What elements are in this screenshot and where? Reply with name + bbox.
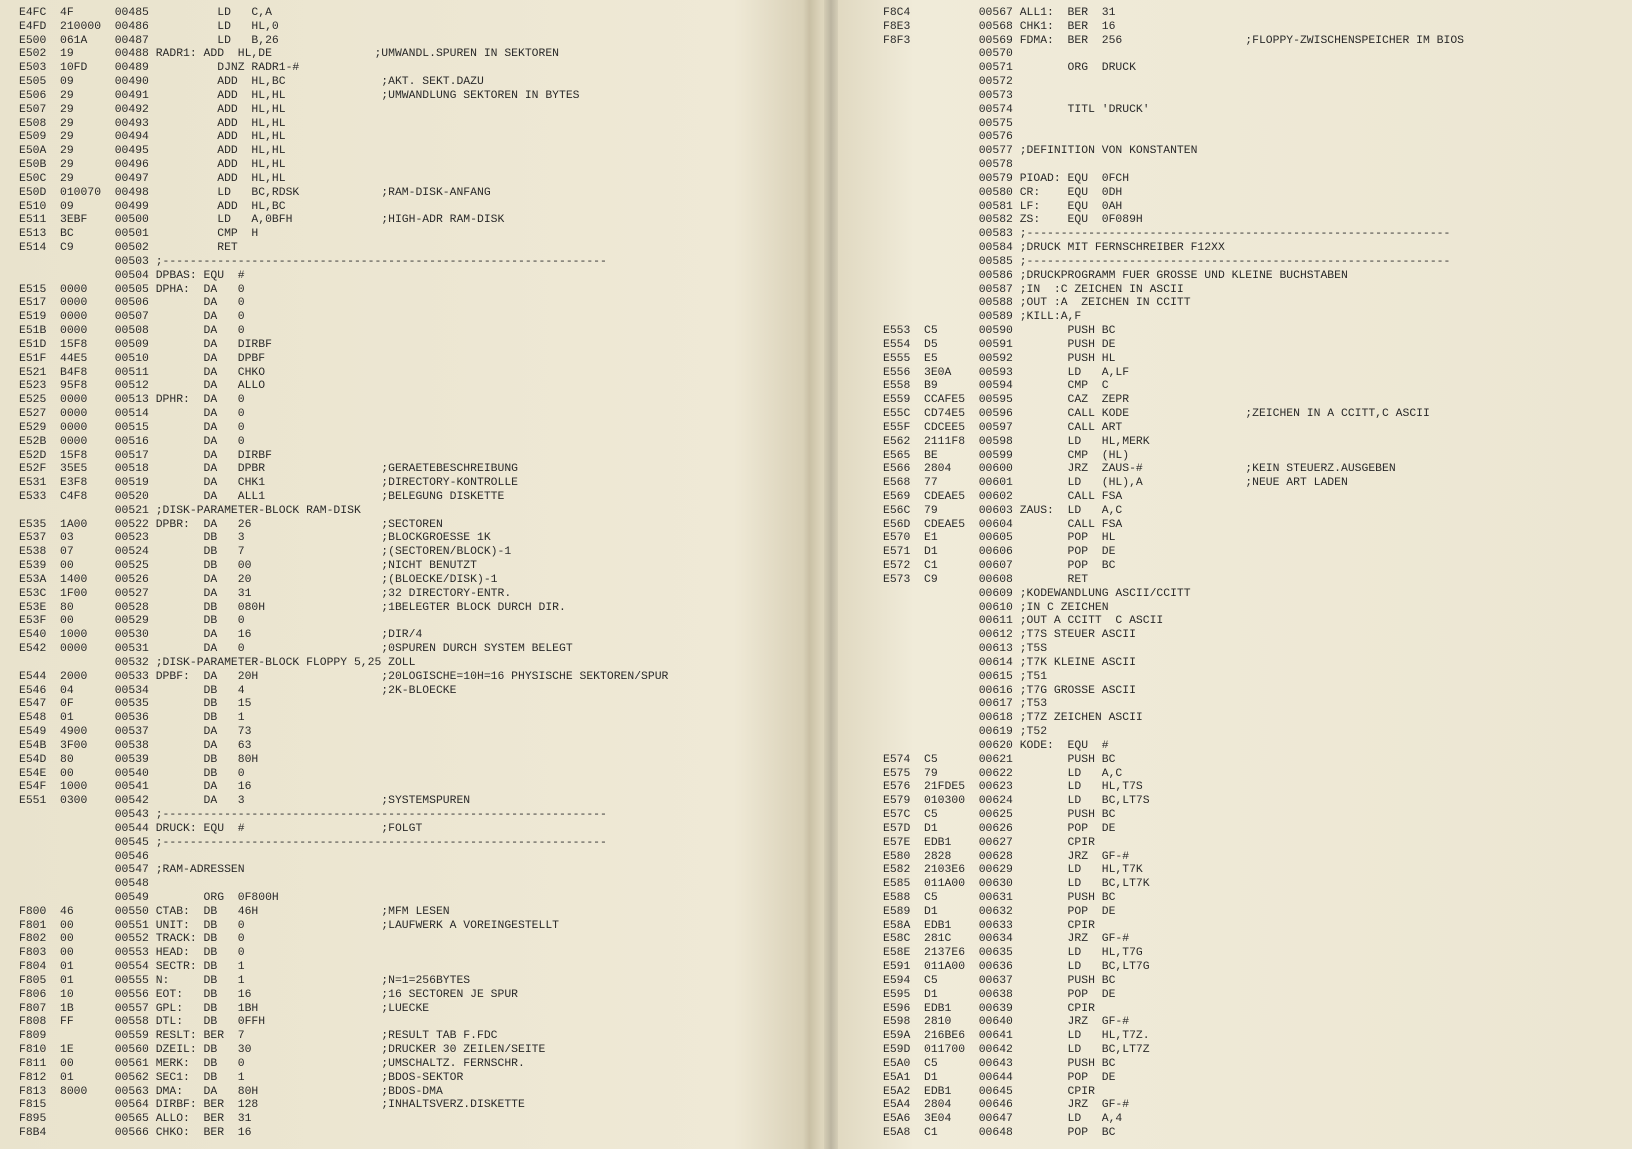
code-line: 00609 ;KODEWANDLUNG ASCII/CCITT <box>883 587 1191 600</box>
code-line: E52F 35E5 00518 DA DPBR ;GERAETEBESCHREIBUNG <box>19 463 518 476</box>
code-line: E515 0000 00505 DPHA: DA 0 <box>19 283 245 296</box>
code-line: E594 C5 00637 PUSH BC <box>883 974 1116 987</box>
code-line: E507 29 00492 ADD HL,HL <box>19 103 286 116</box>
code-line: F809 00559 RESLT: BER 7 ;RESULT TAB F.FDC <box>19 1030 498 1043</box>
code-line: 00617 ;T53 <box>883 698 1048 711</box>
code-line: 00549 ORG 0F800H <box>19 892 279 904</box>
code-line: 00574 TITL 'DRUCK' <box>883 103 1150 116</box>
code-line: 00572 <box>883 76 1013 89</box>
code-line: E511 3EBF 00500 LD A,0BFH ;HIGH-ADR RAM-DISK <box>19 214 505 227</box>
code-line: E596 EDB1 00639 CPIR <box>883 1002 1095 1015</box>
code-line: E579 010300 00624 LD BC,LT7S <box>883 795 1150 808</box>
code-line: 00585 ;-------------------------------------------------------------- <box>883 255 1451 268</box>
code-line: E50D 010070 00498 LD BC,RDSK ;RAM-DISK-ANFANG <box>19 186 491 199</box>
code-line: 00580 CR: EQU 0DH <box>883 186 1123 199</box>
code-line: 00587 ;IN :C ZEICHEN IN ASCII <box>883 283 1184 296</box>
code-line: F802 00 00552 TRACK: DB 0 <box>19 933 245 946</box>
code-line: E52D 15F8 00517 DA DIRBF <box>19 449 272 462</box>
code-line: E585 011A00 00630 LD BC,LT7K <box>883 878 1150 891</box>
code-line: E513 BC 00501 CMP H <box>19 228 259 241</box>
code-line: 00581 LF: EQU 0AH <box>883 200 1123 213</box>
code-line: 00611 ;OUT A CCITT C ASCII <box>883 615 1164 628</box>
code-line: E588 C5 00631 PUSH BC <box>883 892 1116 904</box>
code-line: E505 09 00490 ADD HL,BC ;AKT. SEKT.DAZU <box>19 76 484 89</box>
code-line: 00615 ;T51 <box>883 670 1048 683</box>
code-line: F800 46 00550 CTAB: DB 46H ;MFM LESEN <box>19 905 450 918</box>
code-line: E569 CDEAE5 00602 CALL FSA <box>883 490 1123 503</box>
code-line: E54E 00 00540 DB 0 <box>19 767 245 780</box>
code-line: E5A6 3E04 00647 LD A,4 <box>883 1113 1123 1126</box>
code-line: E5A2 EDB1 00645 CPIR <box>883 1085 1095 1098</box>
code-line: E521 B4F8 00511 DA CHKO <box>19 366 266 379</box>
code-line: E54D 80 00539 DB 80H <box>19 753 259 766</box>
code-line: 00521 ;DISK-PARAMETER-BLOCK RAM-DISK <box>19 504 361 517</box>
code-line: 00577 ;DEFINITION VON KONSTANTEN <box>883 145 1198 158</box>
code-line: F805 01 00555 N: DB 1 ;N=1=256BYTES <box>19 974 471 987</box>
code-line: 00618 ;T7Z ZEICHEN ASCII <box>883 712 1143 725</box>
code-line: E565 BE 00599 CMP (HL) <box>883 449 1130 462</box>
code-line: 00610 ;IN C ZEICHEN <box>883 601 1109 614</box>
code-line: E554 D5 00591 PUSH DE <box>883 338 1116 351</box>
code-line: 00589 ;KILL:A,F <box>883 311 1082 324</box>
code-line: 00570 <box>883 48 1013 61</box>
code-line: 00588 ;OUT :A ZEICHEN IN CCITT <box>883 297 1191 310</box>
code-line: 00586 ;DRUCKPROGRAMM FUER GROSSE UND KLEINE BUCHSTABEN <box>883 269 1348 282</box>
code-line: E573 C9 00608 RET <box>883 573 1089 586</box>
code-line: 00573 <box>883 89 1013 102</box>
code-line: E53E 80 00528 DB 080H ;1BELEGTER BLOCK DURCH DIR. <box>19 601 566 614</box>
code-line: 00612 ;T7S STEUER ASCII <box>883 629 1136 642</box>
code-line: F810 1E 00560 DZEIL: DB 30 ;DRUCKER 30 ZEILEN/SEITE <box>19 1044 546 1057</box>
code-line: E56C 79 00603 ZAUS: LD A,C <box>883 504 1123 517</box>
code-line: E502 19 00488 RADR1: ADD HL,DE ;UMWANDL.SPUREN IN SEKTOREN <box>19 48 560 61</box>
code-line: 00620 KODE: EQU # <box>883 739 1109 752</box>
code-line: E55C CD74E5 00596 CALL KODE ;ZEICHEN IN A CCITT,C ASCII <box>883 408 1430 421</box>
code-line: E54B 3F00 00538 DA 63 <box>19 739 252 752</box>
code-line: F808 FF 00558 DTL: DB 0FFH <box>19 1016 266 1029</box>
code-line: E519 0000 00507 DA 0 <box>19 311 245 324</box>
code-line: E53C 1F00 00527 DA 31 ;32 DIRECTORY-ENTR. <box>19 587 512 600</box>
code-line: E537 03 00523 DB 3 ;BLOCKGROESSE 1K <box>19 532 491 545</box>
code-line: E54F 1000 00541 DA 16 <box>19 781 252 794</box>
code-line: 00503 ;----------------------------------------------------------------- <box>19 255 607 268</box>
code-line: E523 95F8 00512 DA ALLO <box>19 380 266 393</box>
code-line: E58C 281C 00634 JRZ GF-# <box>883 933 1130 946</box>
code-line: E51D 15F8 00509 DA DIRBF <box>19 338 272 351</box>
code-line: 00543 ;----------------------------------------------------------------- <box>19 809 607 822</box>
code-line: F812 01 00562 SEC1: DB 1 ;BDOS-SEKTOR <box>19 1071 464 1084</box>
code-line: E572 C1 00607 POP BC <box>883 560 1116 573</box>
code-line: F8E3 00568 CHK1: BER 16 <box>883 20 1116 33</box>
code-line: E50B 29 00496 ADD HL,HL <box>19 159 286 172</box>
code-line: 00571 ORG DRUCK <box>883 62 1136 75</box>
code-line: E551 0300 00542 DA 3 ;SYSTEMSPUREN <box>19 795 471 808</box>
code-line: E508 29 00493 ADD HL,HL <box>19 117 286 130</box>
code-line: E598 2810 00640 JRZ GF-# <box>883 1016 1130 1029</box>
code-line: 00579 PIOAD: EQU 0FCH <box>883 172 1130 185</box>
code-line: 00548 <box>19 878 149 891</box>
code-line: E510 09 00499 ADD HL,BC <box>19 200 286 213</box>
code-line: E595 D1 00638 POP DE <box>883 988 1116 1001</box>
code-line: E50C 29 00497 ADD HL,HL <box>19 172 286 185</box>
code-line: 00616 ;T7G GROSSE ASCII <box>883 684 1136 697</box>
code-line: E538 07 00524 DB 7 ;(SECTOREN/BLOCK)-1 <box>19 546 512 559</box>
code-line: E542 0000 00531 DA 0 ;0SPUREN DURCH SYSTEM BELEGT <box>19 643 573 656</box>
code-line: E571 D1 00606 POP DE <box>883 546 1116 559</box>
code-line: E591 011A00 00636 LD BC,LT7G <box>883 961 1150 974</box>
code-line: 00544 DRUCK: EQU # ;FOLGT <box>19 822 423 835</box>
code-line: E57E EDB1 00627 CPIR <box>883 836 1095 849</box>
code-line: E4FC 4F 00485 LD C,A <box>19 7 272 19</box>
code-line: E582 2103E6 00629 LD HL,T7K <box>883 864 1143 877</box>
code-line: F8B4 00566 CHKO: BER 16 <box>19 1127 252 1140</box>
page-gutter <box>824 0 838 1149</box>
code-line: F813 8000 00563 DMA: DA 80H ;BDOS-DMA <box>19 1085 443 1098</box>
code-line: E540 1000 00530 DA 16 ;DIR/4 <box>19 629 423 642</box>
code-line: E59A 216BE6 00641 LD HL,T7Z. <box>883 1030 1150 1043</box>
code-line: F807 1B 00557 GPL: DB 1BH ;LUECKE <box>19 1002 430 1015</box>
code-line: 00613 ;T5S <box>883 643 1048 656</box>
code-line: E589 D1 00632 POP DE <box>883 905 1116 918</box>
code-line: 00504 DPBAS: EQU # <box>19 269 245 282</box>
code-line: 00619 ;T52 <box>883 726 1048 739</box>
code-line: E559 CCAFE5 00595 CAZ ZEPR <box>883 394 1130 407</box>
code-line: F801 00 00551 UNIT: DB 0 ;LAUFWERK A VOREINGESTELLT <box>19 919 560 932</box>
code-line: E548 01 00536 DB 1 <box>19 712 245 725</box>
code-line: E517 0000 00506 DA 0 <box>19 297 245 310</box>
code-line: E59D 011700 00642 LD BC,LT7Z <box>883 1044 1150 1057</box>
code-line: 00546 <box>19 850 149 863</box>
code-line: E574 C5 00621 PUSH BC <box>883 753 1116 766</box>
code-line: 00583 ;-------------------------------------------------------------- <box>883 228 1451 241</box>
code-line: 00614 ;T7K KLEINE ASCII <box>883 656 1136 669</box>
code-line: E5A0 C5 00643 PUSH BC <box>883 1057 1116 1070</box>
code-line: E539 00 00525 DB 00 ;NICHT BENUTZT <box>19 560 477 573</box>
code-line: E575 79 00622 LD A,C <box>883 767 1123 780</box>
code-line: E55F CDCEE5 00597 CALL ART <box>883 421 1123 434</box>
code-line: E5A4 2804 00646 JRZ GF-# <box>883 1099 1130 1112</box>
code-line: E568 77 00601 LD (HL),A ;NEUE ART LADEN <box>883 477 1348 490</box>
code-line: E56D CDEAE5 00604 CALL FSA <box>883 518 1123 531</box>
code-line: 00532 ;DISK-PARAMETER-BLOCK FLOPPY 5,25 ZOLL <box>19 656 416 669</box>
code-line: E547 0F 00535 DB 15 <box>19 698 252 711</box>
code-line: E514 C9 00502 RET <box>19 242 238 255</box>
code-line: E506 29 00491 ADD HL,HL ;UMWANDLUNG SEKTOREN IN BYTES <box>19 89 580 102</box>
code-line: E525 0000 00513 DPHR: DA 0 <box>19 394 245 407</box>
code-line: E566 2804 00600 JRZ ZAUS-# ;KEIN STEUERZ.AUSGEBEN <box>883 463 1396 476</box>
code-line: E553 C5 00590 PUSH BC <box>883 325 1116 338</box>
code-line: E57D D1 00626 POP DE <box>883 822 1116 835</box>
code-line: 00575 <box>883 117 1013 130</box>
right-page-listing <box>883 7 1464 1141</box>
code-line: E544 2000 00533 DPBF: DA 20H ;20LOGISCHE=10H=16 PHYSISCHE SEKTOREN/SPUR <box>19 670 669 683</box>
code-line: 00584 ;DRUCK MIT FERNSCHREIBER F12XX <box>883 242 1225 255</box>
code-line: E555 E5 00592 PUSH HL <box>883 352 1116 365</box>
left-page-listing <box>19 7 668 1141</box>
code-line: E535 1A00 00522 DPBR: DA 26 ;SECTOREN <box>19 518 443 531</box>
code-line: E503 10FD 00489 DJNZ RADR1-# <box>19 62 300 75</box>
code-line: E580 2828 00628 JRZ GF-# <box>883 850 1130 863</box>
code-line: E4FD 210000 00486 LD HL,0 <box>19 20 279 33</box>
code-line: E52B 0000 00516 DA 0 <box>19 435 245 448</box>
code-line: E50A 29 00495 ADD HL,HL <box>19 145 286 158</box>
code-line: F811 00 00561 MERK: DB 0 ;UMSCHALTZ. FERNSCHR. <box>19 1057 525 1070</box>
code-line: F804 01 00554 SECTR: DB 1 <box>19 961 245 974</box>
code-line: E51B 0000 00508 DA 0 <box>19 325 245 338</box>
code-line: E51F 44E5 00510 DA DPBF <box>19 352 266 365</box>
code-line: E509 29 00494 ADD HL,HL <box>19 131 286 144</box>
code-line: 00545 ;----------------------------------------------------------------- <box>19 836 607 849</box>
code-line: 00578 <box>883 159 1013 172</box>
code-line: E5A8 C1 00648 POP BC <box>883 1127 1116 1140</box>
code-line: 00547 ;RAM-ADRESSEN <box>19 864 245 877</box>
code-line: E531 E3F8 00519 DA CHK1 ;DIRECTORY-KONTROLLE <box>19 477 518 490</box>
code-line: E53F 00 00529 DB 0 <box>19 615 245 628</box>
code-line: F8C4 00567 ALL1: BER 31 <box>883 7 1116 19</box>
code-line: E57C C5 00625 PUSH BC <box>883 809 1116 822</box>
code-line: E562 2111F8 00598 LD HL,MERK <box>883 435 1150 448</box>
code-line: F8F3 00569 FDMA: BER 256 ;FLOPPY-ZWISCHENSPEICHER IM BIOS <box>883 34 1465 47</box>
code-line: E549 4900 00537 DA 73 <box>19 726 252 739</box>
code-line: E527 0000 00514 DA 0 <box>19 408 245 421</box>
code-line: E570 E1 00605 POP HL <box>883 532 1116 545</box>
code-line: E58E 2137E6 00635 LD HL,T7G <box>883 947 1143 960</box>
code-line: E53A 1400 00526 DA 20 ;(BLOECKE/DISK)-1 <box>19 573 498 586</box>
code-line: 00576 <box>883 131 1013 144</box>
code-line: F895 00565 ALLO: BER 31 <box>19 1113 252 1126</box>
code-line: E529 0000 00515 DA 0 <box>19 421 245 434</box>
code-line: E558 B9 00594 CMP C <box>883 380 1109 393</box>
code-line: F815 00564 DIRBF: BER 128 ;INHALTSVERZ.DISKETTE <box>19 1099 525 1112</box>
code-line: 00582 ZS: EQU 0F089H <box>883 214 1143 227</box>
code-line: E556 3E0A 00593 LD A,LF <box>883 366 1130 379</box>
code-line: E5A1 D1 00644 POP DE <box>883 1071 1116 1084</box>
code-line: E500 061A 00487 LD B,26 <box>19 34 279 47</box>
code-line: E546 04 00534 DB 4 ;2K-BLOECKE <box>19 684 457 697</box>
code-line: F806 10 00556 EOT: DB 16 ;16 SECTOREN JE SPUR <box>19 988 518 1001</box>
code-line: F803 00 00553 HEAD: DB 0 <box>19 947 245 960</box>
code-line: E576 21FDE5 00623 LD HL,T7S <box>883 781 1143 794</box>
code-line: E58A EDB1 00633 CPIR <box>883 919 1095 932</box>
code-line: E533 C4F8 00520 DA ALL1 ;BELEGUNG DISKETTE <box>19 490 505 503</box>
